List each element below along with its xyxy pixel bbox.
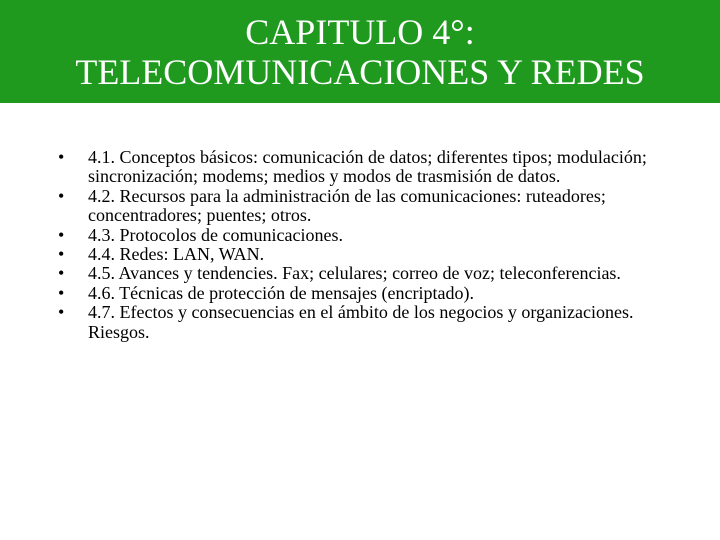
bullet-item-4-1 <box>58 148 678 187</box>
bullet-marker: • <box>58 147 65 167</box>
bullet-item-4-5 <box>58 264 678 283</box>
title-bar <box>0 0 720 103</box>
bullet-text: 4.1. Conceptos básicos: comunicación de datos; diferentes tipos; modulación; sincronización; modems; medios y modos de trasmisión de datos. <box>88 147 647 187</box>
bullet-marker: • <box>58 302 65 323</box>
bullet-item-4-7 <box>58 303 678 342</box>
bullet-text: 4.2. Recursos para la administración de las comunicaciones: ruteadores; concentradores; puentes; otros. <box>88 185 606 226</box>
bullet-text: 4.4. Redes: LAN, WAN. <box>88 244 265 265</box>
bullet-marker: • <box>58 263 65 284</box>
bullet-text: 4.7. Efectos y consecuencias en el ámbito de los negocios y organizaciones. Riesgos. <box>88 302 634 342</box>
bullet-marker: • <box>58 244 65 265</box>
bullet-marker: • <box>58 185 65 206</box>
bullet-item-4-4 <box>58 245 678 264</box>
bullet-text: 4.3. Protocolos de comunicaciones. <box>88 224 343 245</box>
slide-title-line-1: CAPITULO 4°: <box>245 11 475 52</box>
bullet-item-4-6 <box>58 284 678 303</box>
bullet-item-4-2 <box>58 187 678 226</box>
bullet-item-4-3 <box>58 226 678 245</box>
bullet-text: 4.5. Avances y tendencies. Fax; celulares; correo de voz; teleconferencias. <box>88 263 621 284</box>
bullet-text: 4.6. Técnicas de protección de mensajes (encriptado). <box>88 282 475 303</box>
bullet-marker: • <box>58 224 65 245</box>
bullet-marker: • <box>58 282 65 303</box>
slide-title-line-2: TELECOMUNICACIONES Y REDES <box>75 51 645 92</box>
bullet-list <box>58 148 678 342</box>
